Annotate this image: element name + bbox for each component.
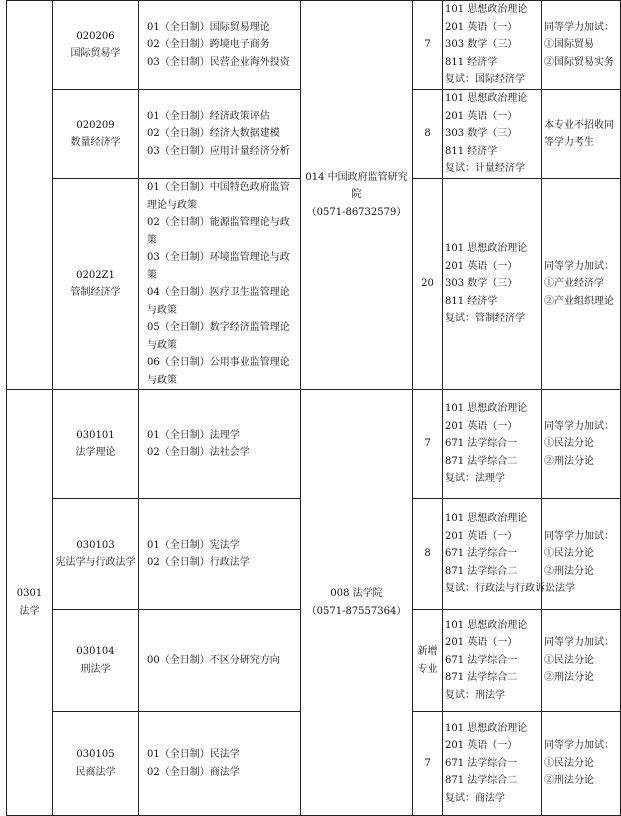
major-name: 宪法学与行政法学 (55, 557, 136, 568)
major-code: 020209 (76, 119, 115, 131)
directions-cell (139, 499, 301, 610)
exam-cell (443, 179, 542, 390)
admissions-table (6, 0, 621, 816)
major-name: 民商法学 (75, 766, 116, 778)
note-line: 同等学力加试： (544, 420, 614, 432)
exam-subject: 101 思想政治理论 (445, 403, 528, 415)
exam-subject: 811 经济学 (445, 145, 498, 157)
exam-subject: 101 思想政治理论 (445, 4, 528, 16)
exam-subject: 201 英语（一） (445, 740, 518, 752)
exam-cell (443, 610, 542, 712)
note-line: ②产业组织理论 (544, 295, 614, 307)
exam-subject: 101 思想政治理论 (445, 513, 528, 525)
note-line: ②刑法分论 (544, 455, 594, 467)
exam-subject: 复试：法理学 (445, 473, 505, 485)
direction: 02（全日制）行政法学 (147, 557, 250, 568)
table-row (7, 1, 621, 90)
major-code: 0202Z1 (76, 269, 115, 281)
direction: 06（全日制）公用事业监管理论与政策 (147, 357, 290, 386)
direction: 02（全日制）经济大数据建模 (147, 128, 280, 140)
note-line: 本专业不招收同等学力考生 (544, 119, 614, 148)
institute-name: 014 中国政府监管研究院 (305, 171, 408, 201)
institute-cell (301, 390, 413, 816)
major-cell (53, 179, 139, 390)
note-line: ②刑法分论 (544, 775, 594, 787)
exam-subject: 复试：计量经济学 (445, 163, 525, 175)
major-name: 管制经济学 (70, 287, 121, 298)
category-name: 法学 (19, 605, 40, 617)
exam-subject: 101 思想政治理论 (445, 619, 528, 631)
direction: 02（全日制）商法学 (147, 766, 240, 778)
exam-cell (443, 1, 542, 90)
exam-subject: 复试：国际经济学 (445, 74, 525, 86)
direction: 05（全日制）数字经济监管理论与政策 (147, 322, 290, 351)
note-line: 同等学力加试： (544, 740, 614, 752)
quota-cell: 7 (413, 1, 443, 90)
direction: 01（全日制）法理学 (147, 429, 240, 441)
major-code: 030101 (76, 429, 115, 441)
exam-subject: 303 数学（三） (445, 278, 518, 290)
notes-cell (542, 390, 621, 499)
major-code: 030103 (76, 539, 115, 551)
notes-cell (542, 712, 621, 816)
exam-subject: 201 英语（一） (445, 21, 518, 33)
note-line: ①产业经济学 (544, 278, 604, 290)
note-line: ①民法分论 (544, 757, 594, 769)
category-cell-prev (7, 1, 53, 390)
exam-subject: 复试：刑法学 (445, 689, 505, 701)
major-name: 国际贸易学 (70, 48, 121, 59)
exam-subject: 671 法学综合一 (445, 654, 518, 666)
exam-subject: 671 法学综合一 (445, 438, 518, 450)
major-cell (53, 712, 139, 816)
institute-name: 008 法学院 (330, 588, 383, 599)
exam-subject: 复试：商法学 (445, 792, 505, 804)
exam-subject: 303 数学（三） (445, 39, 518, 51)
institute-cell (301, 1, 413, 390)
exam-subject: 303 数学（三） (445, 128, 518, 140)
note-line: ②刑法分论 (544, 565, 594, 577)
direction: 01（全日制）宪法学 (147, 539, 240, 551)
exam-subject: 811 经济学 (445, 56, 498, 68)
major-cell (53, 610, 139, 712)
exam-subject: 101 思想政治理论 (445, 243, 528, 255)
exam-subject: 811 经济学 (445, 295, 498, 307)
notes-cell (542, 179, 621, 390)
institute-phone: （0571-87557364） (306, 605, 407, 617)
note-line: 同等学力加试： (544, 21, 614, 33)
note-line: ②国际贸易实务 (544, 56, 614, 68)
direction: 04（全日制）医疗卫生监管理论与政策 (147, 287, 290, 316)
directions-cell (139, 390, 301, 499)
institute-phone: （0571-86732579） (306, 206, 407, 218)
direction: 01（全日制）中国特色政府监管理论与政策 (147, 182, 290, 211)
major-cell (53, 390, 139, 499)
exam-subject: 101 思想政治理论 (445, 722, 528, 734)
exam-cell (443, 90, 542, 179)
major-code: 020206 (76, 30, 115, 42)
directions-cell (139, 610, 301, 712)
direction: 03（全日制）民营企业海外投资 (147, 56, 290, 68)
exam-subject: 201 英语（一） (445, 260, 518, 272)
notes-cell (542, 90, 621, 179)
exam-subject: 671 法学综合一 (445, 548, 518, 560)
notes-cell (542, 1, 621, 90)
direction: 02（全日制）能源监管理论与政策 (147, 217, 290, 246)
exam-subject: 复试：行政法与行政诉讼法学 (445, 583, 575, 595)
major-name: 法学理论 (75, 447, 116, 458)
category-cell (7, 390, 53, 816)
major-name: 刑法学 (80, 663, 111, 675)
quota-cell: 7 (413, 390, 443, 499)
quota-cell: 8 (413, 90, 443, 179)
note-line: ①国际贸易 (544, 39, 594, 51)
note-line: 同等学力加试： (544, 637, 614, 649)
notes-cell (542, 610, 621, 712)
major-code: 030105 (76, 749, 115, 760)
exam-subject: 871 法学综合二 (445, 455, 518, 467)
direction: 03（全日制）环境监管理论与政策 (147, 252, 290, 281)
exam-subject: 201 英语（一） (445, 637, 518, 649)
direction: 00（全日制）不区分研究方向 (147, 654, 280, 666)
direction: 01（全日制）民法学 (147, 749, 240, 760)
exam-subject: 671 法学综合一 (445, 757, 518, 769)
category-code: 0301 (16, 588, 43, 599)
exam-cell (443, 712, 542, 816)
major-code: 030104 (76, 646, 115, 657)
major-name: 数量经济学 (70, 137, 121, 148)
exam-subject: 871 法学综合二 (445, 775, 518, 787)
direction: 03（全日制）应用计量经济分析 (147, 145, 290, 157)
directions-cell (139, 179, 301, 390)
direction: 01（全日制）经济政策评估 (147, 110, 270, 122)
directions-cell (139, 90, 301, 179)
exam-subject: 复试：管制经济学 (445, 313, 525, 325)
quota-cell: 新增专业 (413, 610, 443, 712)
direction: 02（全日制）跨境电子商务 (147, 39, 270, 51)
direction: 01（全日制）国际贸易理论 (147, 21, 270, 33)
quota-cell: 8 (413, 499, 443, 610)
exam-subject: 101 思想政治理论 (445, 93, 528, 105)
table-row (7, 390, 621, 499)
exam-subject: 201 英语（一） (445, 110, 518, 122)
quota-cell: 20 (413, 179, 443, 390)
note-line: ①民法分论 (544, 548, 594, 560)
exam-cell (443, 390, 542, 499)
direction: 02（全日制）法社会学 (147, 447, 250, 458)
note-line: 同等学力加试： (544, 260, 614, 272)
exam-subject: 871 法学综合二 (445, 672, 518, 684)
note-line: ②刑法分论 (544, 672, 594, 684)
directions-cell (139, 1, 301, 90)
major-cell (53, 499, 139, 610)
exam-subject: 201 英语（一） (445, 420, 518, 432)
note-line: ①民法分论 (544, 654, 594, 666)
major-cell (53, 90, 139, 179)
quota-cell: 7 (413, 712, 443, 816)
exam-subject: 201 英语（一） (445, 530, 518, 542)
exam-subject: 871 法学综合二 (445, 565, 518, 577)
note-line: ①民法分论 (544, 438, 594, 450)
directions-cell (139, 712, 301, 816)
note-line: 同等学力加试： (544, 530, 614, 542)
major-cell (53, 1, 139, 90)
